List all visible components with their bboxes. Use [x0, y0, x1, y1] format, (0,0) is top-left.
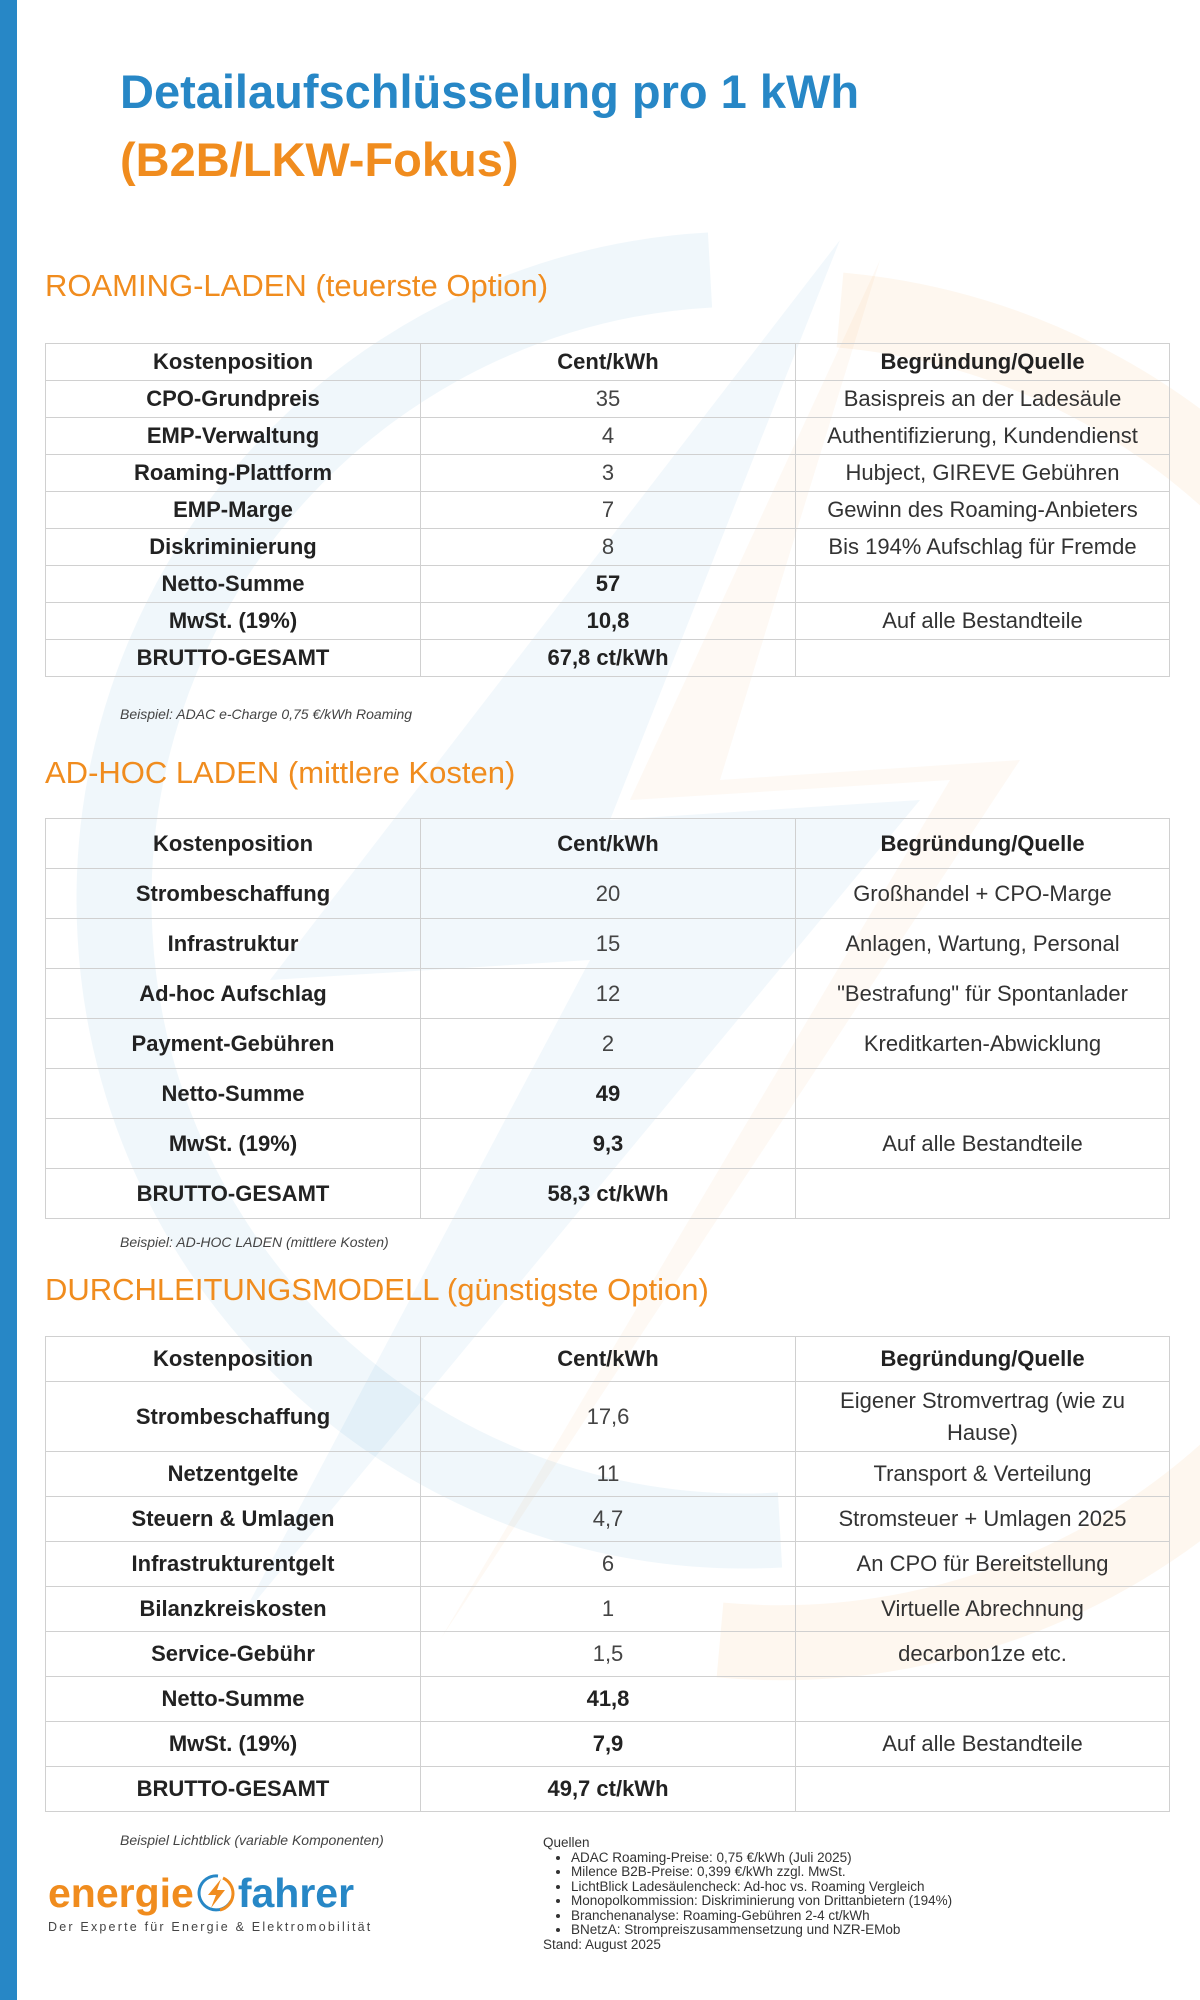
- table-header-row: [46, 1337, 1170, 1382]
- vat-row: [46, 1722, 1170, 1767]
- table-row: [46, 381, 1170, 418]
- row-position: Infrastruktur: [46, 919, 421, 969]
- row-position: BRUTTO-GESAMT: [46, 640, 421, 677]
- row-value: 12: [421, 969, 796, 1019]
- sources-heading: Quellen: [543, 1835, 590, 1850]
- row-position: Service-Gebühr: [46, 1632, 421, 1677]
- row-value: 41,8: [421, 1677, 796, 1722]
- header-position: Kostenposition: [46, 1337, 421, 1382]
- row-value: 4,7: [421, 1497, 796, 1542]
- source-item: • LichtBlick Ladesäulencheck: Ad-hoc vs. Roaming Vergleich: [571, 1880, 1143, 1895]
- source-item: • ADAC Roaming-Preise: 0,75 €/kWh (Juli 2025): [571, 1851, 1143, 1866]
- row-reason: [796, 640, 1170, 677]
- row-reason: Transport & Verteilung: [796, 1452, 1170, 1497]
- row-value: 67,8 ct/kWh: [421, 640, 796, 677]
- row-value: 49,7 ct/kWh: [421, 1767, 796, 1812]
- table-row: [46, 529, 1170, 566]
- row-reason: Gewinn des Roaming-Anbieters: [796, 492, 1170, 529]
- row-value: 15: [421, 919, 796, 969]
- section-heading-roaming: ROAMING-LADEN (teuerste Option): [45, 268, 549, 303]
- header-value: Cent/kWh: [421, 1337, 796, 1382]
- table-row: [46, 492, 1170, 529]
- row-reason: Stromsteuer + Umlagen 2025: [796, 1497, 1170, 1542]
- row-value: 6: [421, 1542, 796, 1587]
- table-header-row: [46, 344, 1170, 381]
- row-position: Steuern & Umlagen: [46, 1497, 421, 1542]
- row-position: MwSt. (19%): [46, 1722, 421, 1767]
- cost-table-roaming: [45, 343, 1170, 677]
- logo-name-part2: fahrer: [237, 1870, 355, 1916]
- row-reason: Auf alle Bestandteile: [796, 603, 1170, 640]
- net-sum-row: [46, 566, 1170, 603]
- row-position: Netto-Summe: [46, 566, 421, 603]
- header-reason: Begründung/Quelle: [796, 819, 1170, 869]
- row-position: EMP-Marge: [46, 492, 421, 529]
- table-row: [46, 455, 1170, 492]
- row-position: CPO-Grundpreis: [46, 381, 421, 418]
- cost-table-adhoc: [45, 818, 1170, 1219]
- row-reason: [796, 1169, 1170, 1219]
- row-position: Bilanzkreiskosten: [46, 1587, 421, 1632]
- sources-list: [543, 1851, 1143, 1938]
- row-reason: Kreditkarten-Abwicklung: [796, 1019, 1170, 1069]
- logo-wordmark: [48, 1870, 408, 1916]
- row-reason: Eigener Stromvertrag (wie zu Hause): [796, 1382, 1170, 1452]
- row-value: 20: [421, 869, 796, 919]
- table-row: [46, 1632, 1170, 1677]
- table-header-row: [46, 819, 1170, 869]
- row-value: 1,5: [421, 1632, 796, 1677]
- example-note-roaming: Beispiel: ADAC e-Charge 0,75 €/kWh Roaming: [120, 706, 413, 722]
- gross-total-row: [46, 1767, 1170, 1812]
- row-position: MwSt. (19%): [46, 603, 421, 640]
- table-row: [46, 919, 1170, 969]
- row-position: Payment-Gebühren: [46, 1019, 421, 1069]
- header-position: Kostenposition: [46, 344, 421, 381]
- table-row: [46, 1452, 1170, 1497]
- row-reason: [796, 1069, 1170, 1119]
- header-value: Cent/kWh: [421, 819, 796, 869]
- row-value: 1: [421, 1587, 796, 1632]
- row-value: 57: [421, 566, 796, 603]
- row-value: 4: [421, 418, 796, 455]
- table-row: [46, 969, 1170, 1019]
- row-value: 10,8: [421, 603, 796, 640]
- lightning-bolt-icon: [196, 1873, 236, 1913]
- row-reason: Auf alle Bestandteile: [796, 1119, 1170, 1169]
- row-position: Netto-Summe: [46, 1069, 421, 1119]
- logo-name-part1: energie: [48, 1870, 194, 1916]
- row-position: Netzentgelte: [46, 1452, 421, 1497]
- source-item: • Monopolkommission: Diskriminierung von Drittanbietern (194%): [571, 1894, 1143, 1909]
- sources-date: Stand: August 2025: [543, 1936, 661, 1952]
- row-position: Infrastrukturentgelt: [46, 1542, 421, 1587]
- header-value: Cent/kWh: [421, 344, 796, 381]
- row-value: 9,3: [421, 1119, 796, 1169]
- row-value: 35: [421, 381, 796, 418]
- row-reason: [796, 1677, 1170, 1722]
- row-reason: decarbon1ze etc.: [796, 1632, 1170, 1677]
- gross-total-row: [46, 1169, 1170, 1219]
- row-position: EMP-Verwaltung: [46, 418, 421, 455]
- section-heading-durchleitung: DURCHLEITUNGSMODELL (günstigste Option): [45, 1272, 709, 1307]
- row-position: Diskriminierung: [46, 529, 421, 566]
- row-value: 2: [421, 1019, 796, 1069]
- row-reason: "Bestrafung" für Spontanlader: [796, 969, 1170, 1019]
- row-reason: Basispreis an der Ladesäule: [796, 381, 1170, 418]
- row-position: BRUTTO-GESAMT: [46, 1767, 421, 1812]
- row-reason: Großhandel + CPO-Marge: [796, 869, 1170, 919]
- cost-table-durchleitung: [45, 1336, 1170, 1812]
- table-row: [46, 1542, 1170, 1587]
- row-position: Roaming-Plattform: [46, 455, 421, 492]
- logo-tagline: Der Experte für Energie & Elektromobilität: [48, 1920, 373, 1934]
- table-row: [46, 869, 1170, 919]
- row-value: 7: [421, 492, 796, 529]
- source-item: • Branchenanalyse: Roaming-Gebühren 2-4 ct/kWh: [571, 1909, 1143, 1924]
- table-row: [46, 1019, 1170, 1069]
- table-row: [46, 1497, 1170, 1542]
- source-item: • Milence B2B-Preise: 0,399 €/kWh zzgl. MwSt.: [571, 1865, 1143, 1880]
- example-note-durchleitung: Beispiel Lichtblick (variable Komponenten): [120, 1832, 384, 1848]
- row-value: 49: [421, 1069, 796, 1119]
- vat-row: [46, 1119, 1170, 1169]
- row-value: 3: [421, 455, 796, 492]
- table-row: [46, 1382, 1170, 1452]
- row-reason: [796, 566, 1170, 603]
- brand-logo: [48, 1870, 408, 1934]
- row-value: 7,9: [421, 1722, 796, 1767]
- row-position: BRUTTO-GESAMT: [46, 1169, 421, 1219]
- source-item: • BNetzA: Strompreiszusammensetzung und NZR-EMob: [571, 1923, 1143, 1938]
- net-sum-row: [46, 1677, 1170, 1722]
- page-title: [120, 62, 859, 190]
- row-reason: Auf alle Bestandteile: [796, 1722, 1170, 1767]
- row-value: 58,3 ct/kWh: [421, 1169, 796, 1219]
- row-reason: Authentifizierung, Kundendienst: [796, 418, 1170, 455]
- row-reason: [796, 1767, 1170, 1812]
- header-reason: Begründung/Quelle: [796, 1337, 1170, 1382]
- row-position: Strombeschaffung: [46, 1382, 421, 1452]
- row-position: Strombeschaffung: [46, 869, 421, 919]
- gross-total-row: [46, 640, 1170, 677]
- row-reason: Bis 194% Aufschlag für Fremde: [796, 529, 1170, 566]
- row-reason: Virtuelle Abrechnung: [796, 1587, 1170, 1632]
- row-value: 8: [421, 529, 796, 566]
- table-row: [46, 1587, 1170, 1632]
- header-reason: Begründung/Quelle: [796, 344, 1170, 381]
- row-reason: Anlagen, Wartung, Personal: [796, 919, 1170, 969]
- vat-row: [46, 603, 1170, 640]
- page-title-line1: Detailaufschlüsselung pro 1 kWh: [120, 65, 860, 118]
- row-reason: An CPO für Bereitstellung: [796, 1542, 1170, 1587]
- row-position: MwSt. (19%): [46, 1119, 421, 1169]
- header-position: Kostenposition: [46, 819, 421, 869]
- table-row: [46, 418, 1170, 455]
- row-position: Ad-hoc Aufschlag: [46, 969, 421, 1019]
- section-heading-adhoc: AD-HOC LADEN (mittlere Kosten): [45, 755, 516, 790]
- example-note-adhoc: Beispiel: AD-HOC LADEN (mittlere Kosten): [120, 1234, 389, 1250]
- row-value: 17,6: [421, 1382, 796, 1452]
- page-title-line2: (B2B/LKW-Fokus): [120, 133, 519, 186]
- row-position: Netto-Summe: [46, 1677, 421, 1722]
- net-sum-row: [46, 1069, 1170, 1119]
- row-value: 11: [421, 1452, 796, 1497]
- sources-block: [543, 1836, 1143, 1952]
- row-reason: Hubject, GIREVE Gebühren: [796, 455, 1170, 492]
